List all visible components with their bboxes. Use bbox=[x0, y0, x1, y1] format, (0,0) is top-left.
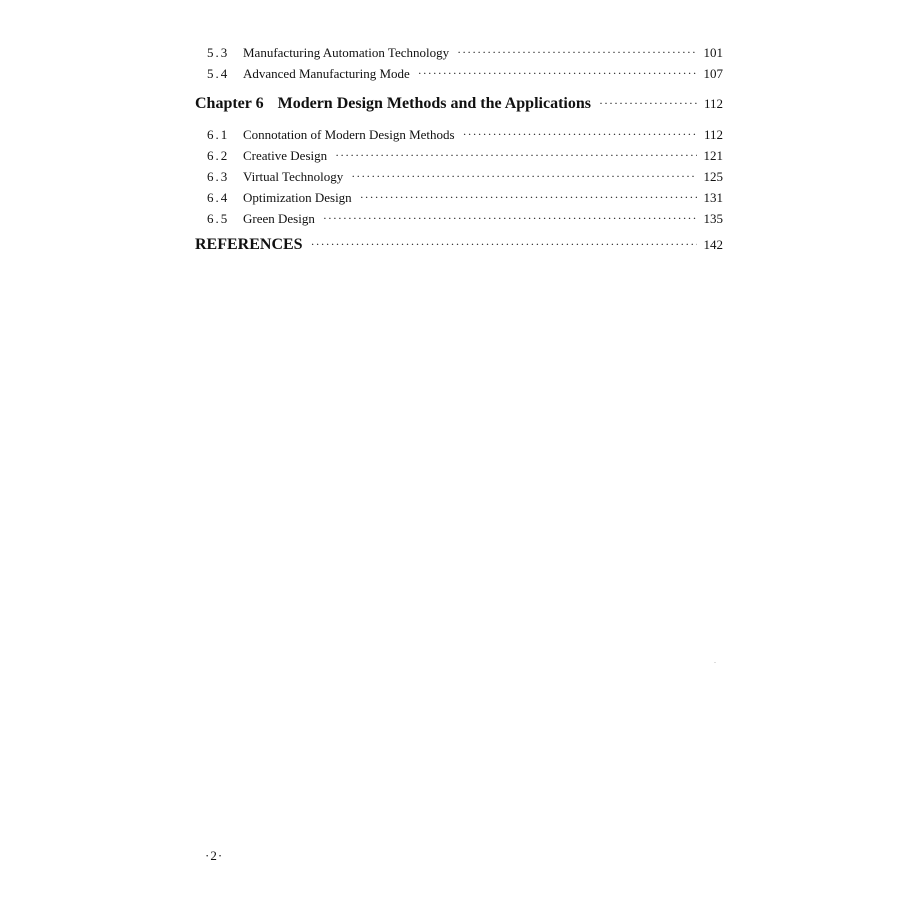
toc-section-number: 6.2 bbox=[207, 148, 230, 163]
toc-page-number: 125 bbox=[703, 169, 723, 184]
toc-section-number: 6.4 bbox=[207, 190, 230, 205]
toc-entry-5-4[interactable] bbox=[195, 63, 723, 84]
toc-entry-6-3[interactable] bbox=[195, 166, 723, 187]
toc-section-number: 6.1 bbox=[207, 127, 230, 142]
dot-leader bbox=[599, 87, 697, 119]
dot-leader bbox=[335, 145, 697, 166]
page-number-footer: ·2· bbox=[205, 848, 224, 863]
toc-section-title: Optimization Design bbox=[243, 190, 352, 205]
toc-page-number: 112 bbox=[703, 127, 723, 142]
toc-entry-6-2[interactable] bbox=[195, 145, 723, 166]
toc-section-number: 5.4 bbox=[207, 66, 230, 81]
dot-leader bbox=[457, 42, 697, 63]
toc-chapter-number: Chapter 6 bbox=[195, 95, 264, 112]
toc-section-title: Creative Design bbox=[243, 148, 328, 163]
toc-section-number: 5.3 bbox=[207, 45, 230, 60]
toc-page-number: 101 bbox=[703, 45, 723, 60]
scan-speck bbox=[714, 662, 716, 663]
toc-section-number: 6.5 bbox=[207, 211, 230, 226]
toc-page-number: 121 bbox=[703, 148, 723, 163]
toc-section-title: Advanced Manufacturing Mode bbox=[243, 66, 410, 81]
toc-entry-5-3[interactable] bbox=[195, 42, 723, 63]
toc-section-title: Manufacturing Automation Technology bbox=[243, 45, 450, 60]
toc-page-number: 135 bbox=[703, 211, 723, 226]
toc-chapter-title: Modern Design Methods and the Applications bbox=[277, 95, 591, 112]
toc-references-title: REFERENCES bbox=[195, 236, 303, 253]
dot-leader bbox=[463, 124, 697, 145]
toc-page-number: 142 bbox=[703, 237, 723, 252]
toc-entry-6-1[interactable] bbox=[195, 124, 723, 145]
dot-leader bbox=[418, 63, 697, 84]
table-of-contents bbox=[195, 42, 723, 261]
toc-entry-6-5[interactable] bbox=[195, 208, 723, 229]
toc-entry-chapter-6[interactable] bbox=[195, 88, 723, 120]
toc-page-number: 107 bbox=[703, 66, 723, 81]
toc-section-title: Virtual Technology bbox=[243, 169, 344, 184]
dot-leader bbox=[323, 208, 697, 229]
toc-page-number: 112 bbox=[703, 96, 723, 111]
toc-section-title: Green Design bbox=[243, 211, 315, 226]
toc-page-number: 131 bbox=[703, 190, 723, 205]
toc-section-number: 6.3 bbox=[207, 169, 230, 184]
dot-leader bbox=[311, 228, 697, 260]
dot-leader bbox=[351, 166, 697, 187]
toc-entry-references[interactable] bbox=[195, 229, 723, 261]
toc-section-title: Connotation of Modern Design Methods bbox=[243, 127, 455, 142]
toc-entry-6-4[interactable] bbox=[195, 187, 723, 208]
dot-leader bbox=[360, 187, 697, 208]
